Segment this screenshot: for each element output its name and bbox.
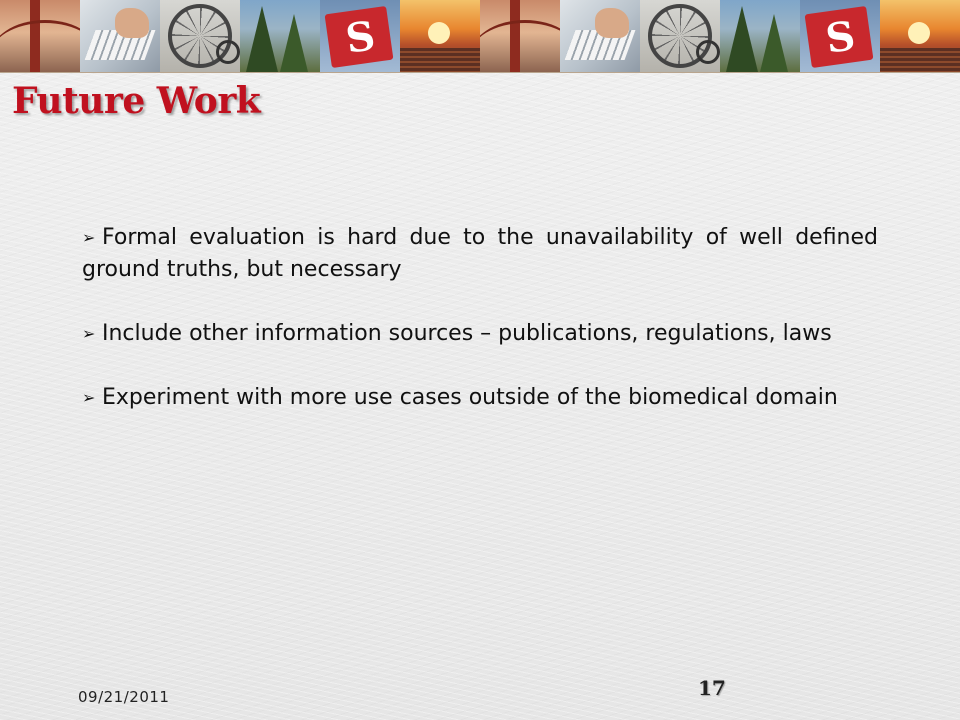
header-banner xyxy=(0,0,960,73)
keyboard-photo xyxy=(560,0,640,72)
trees-photo xyxy=(720,0,800,72)
wheelchair-photo xyxy=(640,0,720,72)
keyboard-photo xyxy=(80,0,160,72)
slide-date: 09/21/2011 xyxy=(78,688,170,706)
slide-title: Future Work xyxy=(12,80,261,122)
wheelchair-photo xyxy=(160,0,240,72)
bullet-item xyxy=(82,222,878,286)
bullet-text: Include other information sources – publications, regulations, laws xyxy=(102,321,832,346)
bullet-item xyxy=(82,382,878,414)
bullet-list xyxy=(82,222,878,446)
stanford-flag-photo xyxy=(800,0,880,72)
arrow-bullet-icon: ➢ xyxy=(82,324,96,343)
trees-photo xyxy=(240,0,320,72)
bullet-text: Formal evaluation is hard due to the unavailability of well defined ground truths, but necessary xyxy=(82,225,878,282)
arrow-bullet-icon: ➢ xyxy=(82,388,96,407)
sunset-photo xyxy=(880,0,960,72)
bridge-photo xyxy=(0,0,80,72)
stanford-flag-photo xyxy=(320,0,400,72)
bullet-text: Experiment with more use cases outside of the biomedical domain xyxy=(102,385,838,410)
sunset-photo xyxy=(400,0,480,72)
page-number: 17 xyxy=(698,676,726,700)
bridge-photo xyxy=(480,0,560,72)
arrow-bullet-icon: ➢ xyxy=(82,228,96,247)
bullet-item xyxy=(82,318,878,350)
